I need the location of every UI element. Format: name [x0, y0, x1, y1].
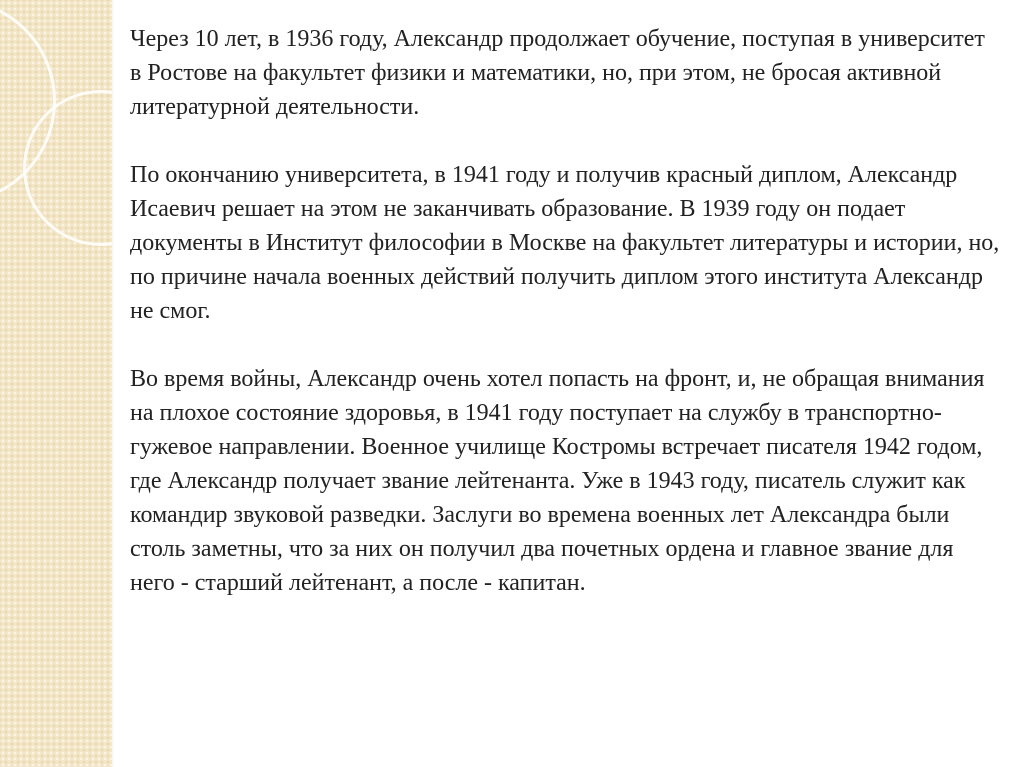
decorative-side-panel — [0, 0, 112, 767]
slide-text-body — [130, 22, 1000, 634]
paragraph-2: По окончанию университета, в 1941 году и получив красный диплом, Александр Исаевич решает на этом не заканчивать образование. В 1939 году он подает документы в Институт философии в Москве на факультет литературы и истории, но, по причине начала военных действий получить диплом этого института Александр не смог. — [130, 162, 1000, 324]
side-panel-edge — [112, 0, 114, 767]
paragraph-3: Во время войны, Александр очень хотел попасть на фронт, и, не обращая внимания на плохое состояние здоровья, в 1941 году поступает на службу в транспортно-гужевое направлении. Военное училище Костромы встречает писателя 1942 годом, где Александр получает звание лейтенанта. Уже в 1943 году, писатель служит как командир звуковой разведки. Заслуги во времена военных лет Александра были столь заметны, что за них он получил два почетных ордена и главное звание для него - старший лейтенант, а после - капитан. — [130, 366, 985, 596]
paragraph-1: Через 10 лет, в 1936 году, Александр продолжает обучение, поступая в университет в Ростове на факультет физики и математики, но, при этом, не бросая активной литературной деятельности. — [130, 26, 985, 120]
